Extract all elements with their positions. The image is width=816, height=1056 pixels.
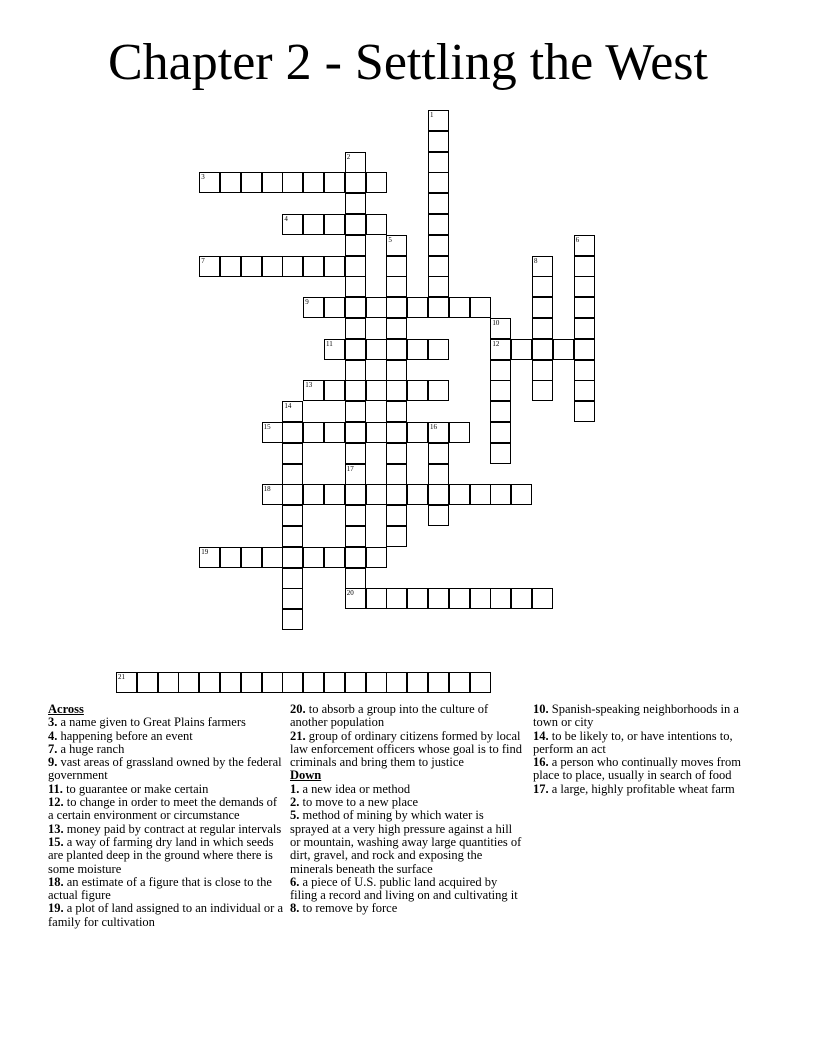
grid-cell[interactable]: [428, 193, 449, 214]
grid-cell[interactable]: [428, 672, 449, 693]
grid-cell[interactable]: [345, 380, 366, 401]
grid-cell[interactable]: [490, 484, 511, 505]
grid-number: 21: [118, 672, 125, 681]
grid-cell[interactable]: [428, 588, 449, 609]
clue-down-16: 16. a person who continually moves from place to place, usually in search of food: [533, 755, 741, 783]
grid-cell[interactable]: [303, 256, 324, 277]
grid-cell[interactable]: [386, 484, 407, 505]
grid-cell[interactable]: [199, 672, 220, 693]
clue-across-11: 11. to guarantee or make certain: [48, 781, 209, 796]
grid-cell[interactable]: [407, 339, 428, 360]
grid-cell[interactable]: [324, 256, 345, 277]
grid-cell[interactable]: [428, 297, 449, 318]
grid-number: 2: [346, 152, 351, 161]
grid-number: 9: [305, 298, 309, 307]
clue-across-9: 9. vast areas of grassland owned by the federal government: [48, 755, 282, 783]
grid-cell[interactable]: [345, 360, 366, 381]
grid-cell[interactable]: [345, 526, 366, 547]
down-heading: Down: [290, 768, 322, 783]
grid-cell[interactable]: [386, 672, 407, 693]
grid-cell[interactable]: [324, 214, 345, 235]
grid-cell[interactable]: [386, 380, 407, 401]
grid-cell[interactable]: [511, 484, 532, 505]
across-heading: Across: [48, 702, 84, 716]
grid-cell[interactable]: [490, 422, 511, 443]
grid-cell[interactable]: [282, 547, 303, 568]
grid-cell[interactable]: [282, 256, 303, 277]
grid-cell[interactable]: [345, 256, 366, 277]
grid-cell[interactable]: [386, 464, 407, 485]
page-title: Chapter 2 - Settling the West: [108, 34, 708, 91]
grid-cell[interactable]: [220, 672, 241, 693]
grid-cell[interactable]: [345, 505, 366, 526]
grid-cell[interactable]: [386, 256, 407, 277]
grid-number: 6: [575, 235, 580, 244]
grid-cell[interactable]: [428, 464, 449, 485]
grid-cell[interactable]: [428, 484, 449, 505]
grid-cell[interactable]: [303, 214, 324, 235]
grid-cell[interactable]: [532, 588, 553, 609]
grid-cell[interactable]: [386, 526, 407, 547]
grid-number: 18: [263, 485, 271, 494]
grid-cell[interactable]: [303, 422, 324, 443]
grid-cell[interactable]: [366, 422, 387, 443]
grid-cell[interactable]: [449, 422, 470, 443]
grid-cell[interactable]: [511, 588, 532, 609]
grid-cell[interactable]: [303, 484, 324, 505]
clue-across-12: 12. to change in order to meet the demands of a certain environment or circumstance: [48, 795, 278, 823]
grid-cell[interactable]: [574, 401, 595, 422]
grid-number: 11: [326, 339, 333, 348]
grid-cell[interactable]: [407, 380, 428, 401]
grid-cell[interactable]: [386, 339, 407, 360]
grid-cell[interactable]: [345, 235, 366, 256]
grid-cell[interactable]: [282, 526, 303, 547]
grid-cell[interactable]: [428, 235, 449, 256]
grid-cell[interactable]: [282, 505, 303, 526]
grid-cell[interactable]: [428, 339, 449, 360]
grid-number: 15: [263, 423, 271, 431]
grid-cell[interactable]: [345, 172, 366, 193]
grid-cell[interactable]: [137, 672, 158, 693]
grid-cell[interactable]: [386, 401, 407, 422]
grid-cell[interactable]: [532, 380, 553, 401]
grid-cell[interactable]: [262, 672, 283, 693]
grid-cell[interactable]: [407, 588, 428, 609]
grid-cell[interactable]: [428, 256, 449, 277]
clue-across-3: 3. a name given to Great Plains farmers: [48, 715, 246, 730]
grid-cell[interactable]: [574, 297, 595, 318]
grid-cell[interactable]: [303, 672, 324, 693]
grid-cell[interactable]: [262, 547, 283, 568]
grid-cell[interactable]: [490, 588, 511, 609]
clue-down-17: 17. a large, highly profitable wheat farm: [533, 781, 735, 796]
clue-across-18: 18. an estimate of a figure that is close to the actual figure: [48, 874, 272, 903]
grid-number: 1: [430, 111, 434, 119]
grid-cell[interactable]: [428, 172, 449, 193]
grid-cell[interactable]: [366, 172, 387, 193]
grid-cell[interactable]: [241, 256, 262, 277]
grid-number: 13: [305, 381, 313, 390]
clue-down-10: 10. Spanish-speaking neighborhoods in a town or city: [533, 702, 739, 730]
grid-cell[interactable]: [220, 256, 241, 277]
grid-cell[interactable]: [490, 380, 511, 401]
grid-number: 7: [201, 256, 205, 265]
clues-column-3: [533, 703, 763, 796]
grid-cell[interactable]: [386, 505, 407, 526]
grid-number: 5: [388, 235, 392, 244]
grid-cell[interactable]: [366, 214, 387, 235]
grid-cell[interactable]: [449, 484, 470, 505]
grid-cell[interactable]: [449, 297, 470, 318]
grid-cell[interactable]: [345, 547, 366, 568]
grid-cell[interactable]: [490, 360, 511, 381]
grid-number: 19: [201, 547, 209, 556]
grid-cell[interactable]: [282, 172, 303, 193]
clue-down-1: 1. a new idea or method: [290, 781, 411, 796]
grid-cell[interactable]: [262, 172, 283, 193]
grid-cell[interactable]: [366, 297, 387, 318]
grid-cell[interactable]: [386, 443, 407, 464]
grid-cell[interactable]: [345, 443, 366, 464]
grid-cell[interactable]: [553, 339, 574, 360]
grid-cell[interactable]: [282, 422, 303, 443]
grid-cell[interactable]: [282, 443, 303, 464]
clues-column-2: [290, 703, 522, 916]
grid-cell[interactable]: [324, 297, 345, 318]
clue-down-2: 2. to move to a new place: [290, 795, 419, 810]
grid-cell[interactable]: [220, 172, 241, 193]
grid-cell[interactable]: [407, 484, 428, 505]
grid-cell[interactable]: [345, 401, 366, 422]
grid-cell[interactable]: [386, 318, 407, 339]
grid-cell[interactable]: [428, 131, 449, 152]
grid-cell[interactable]: [366, 588, 387, 609]
grid-cell[interactable]: [428, 505, 449, 526]
grid-cell[interactable]: [282, 609, 303, 630]
grid-cell[interactable]: [386, 297, 407, 318]
grid-cell[interactable]: [532, 276, 553, 297]
grid-cell[interactable]: [220, 547, 241, 568]
grid-cell[interactable]: [449, 672, 470, 693]
grid-cell[interactable]: [574, 256, 595, 277]
grid-cell[interactable]: [386, 422, 407, 443]
grid-cell[interactable]: [282, 464, 303, 485]
grid-number: 10: [492, 319, 500, 327]
grid-cell[interactable]: [282, 568, 303, 589]
clue-down-14: 14. to be likely to, or have intentions to, perform an act: [533, 728, 733, 756]
grid-cell[interactable]: [532, 297, 553, 318]
grid-cell[interactable]: [345, 422, 366, 443]
grid-cell[interactable]: [386, 360, 407, 381]
grid-cell[interactable]: [386, 588, 407, 609]
grid-cell[interactable]: [303, 172, 324, 193]
grid-cell[interactable]: [428, 276, 449, 297]
grid-cell[interactable]: [345, 339, 366, 360]
clue-down-5: 5. method of mining by which water is sprayed at a very high pressure against a hill or mountain, washing away large quantities of dirt, gravel, and rock and exposing the minerals beneath the surface: [290, 808, 522, 876]
grid-cell[interactable]: [574, 318, 595, 339]
grid-cell[interactable]: [282, 672, 303, 693]
grid-cell[interactable]: [345, 672, 366, 693]
grid-cell[interactable]: [241, 172, 262, 193]
grid-cell[interactable]: [345, 568, 366, 589]
grid-cell[interactable]: [428, 152, 449, 173]
grid-cell[interactable]: [324, 422, 345, 443]
grid-cell[interactable]: [262, 256, 283, 277]
grid-cell[interactable]: [178, 672, 199, 693]
grid-cell[interactable]: [282, 588, 303, 609]
grid-cell[interactable]: [407, 297, 428, 318]
grid-cell[interactable]: [324, 380, 345, 401]
grid-cell[interactable]: [428, 380, 449, 401]
clue-across-20: 20. to absorb a group into the culture of another population: [290, 702, 489, 730]
clue-across-7: 7. a huge ranch: [48, 741, 125, 756]
grid-cell[interactable]: [574, 276, 595, 297]
clue-down-8: 8. to remove by force: [290, 901, 398, 916]
grid-cell[interactable]: [574, 380, 595, 401]
grid-cell[interactable]: [366, 484, 387, 505]
clue-across-21: 21. group of ordinary citizens formed by local law enforcement officers whose goal is to find criminals and bring them to justice: [290, 728, 522, 770]
grid-number: 16: [430, 423, 437, 431]
grid-cell[interactable]: [490, 401, 511, 422]
grid-cell[interactable]: [282, 484, 303, 505]
grid-cell[interactable]: [574, 339, 595, 360]
grid-cell[interactable]: [449, 588, 470, 609]
grid-cell[interactable]: [407, 672, 428, 693]
grid-cell[interactable]: [470, 484, 491, 505]
grid-cell[interactable]: [345, 193, 366, 214]
grid-cell[interactable]: [428, 443, 449, 464]
grid-cell[interactable]: [532, 339, 553, 360]
grid-cell[interactable]: [324, 484, 345, 505]
grid-cell[interactable]: [324, 172, 345, 193]
clue-across-19: 19. a plot of land assigned to an individual or a family for cultivation: [48, 901, 284, 929]
grid-number: 4: [284, 215, 288, 223]
grid-cell[interactable]: [366, 339, 387, 360]
grid-cell[interactable]: [345, 214, 366, 235]
grid-cell[interactable]: [366, 380, 387, 401]
grid-cell[interactable]: [532, 360, 553, 381]
grid-cell[interactable]: [470, 588, 491, 609]
grid-cell[interactable]: [345, 318, 366, 339]
grid-cell[interactable]: [428, 214, 449, 235]
grid-number: 8: [534, 256, 538, 265]
grid-cell[interactable]: [241, 547, 262, 568]
clue-across-15: 15. a way of farming dry land in which seeds are planted deep in the ground where there is some moisture: [48, 834, 274, 876]
grid-cell[interactable]: [532, 318, 553, 339]
grid-cell[interactable]: [158, 672, 179, 693]
grid-cell[interactable]: [490, 443, 511, 464]
grid-cell[interactable]: [407, 422, 428, 443]
grid-cell[interactable]: [366, 547, 387, 568]
grid-cell[interactable]: [345, 276, 366, 297]
grid-cell[interactable]: [241, 672, 262, 693]
clue-across-4: 4. happening before an event: [48, 728, 193, 743]
grid-cell[interactable]: [303, 547, 324, 568]
grid-cell[interactable]: [345, 297, 366, 318]
grid-number: 14: [284, 402, 292, 411]
grid-cell[interactable]: [470, 672, 491, 693]
grid-number: 20: [346, 589, 354, 598]
grid-number: 3: [201, 173, 205, 182]
grid-number: 12: [492, 339, 500, 348]
grid-cell[interactable]: [324, 547, 345, 568]
grid-cell[interactable]: [386, 276, 407, 297]
grid-cell[interactable]: [470, 297, 491, 318]
grid-cell[interactable]: [345, 484, 366, 505]
grid-cell[interactable]: [366, 672, 387, 693]
grid-cell[interactable]: [574, 360, 595, 381]
clue-across-13: 13. money paid by contract at regular intervals: [48, 821, 282, 836]
clue-down-6: 6. a piece of U.S. public land acquired by filing a record and living on and cultivating it: [290, 874, 518, 903]
clues-column-1: [48, 703, 284, 929]
grid-cell[interactable]: [324, 672, 345, 693]
grid-number: 17: [346, 464, 354, 473]
grid-cell[interactable]: [511, 339, 532, 360]
